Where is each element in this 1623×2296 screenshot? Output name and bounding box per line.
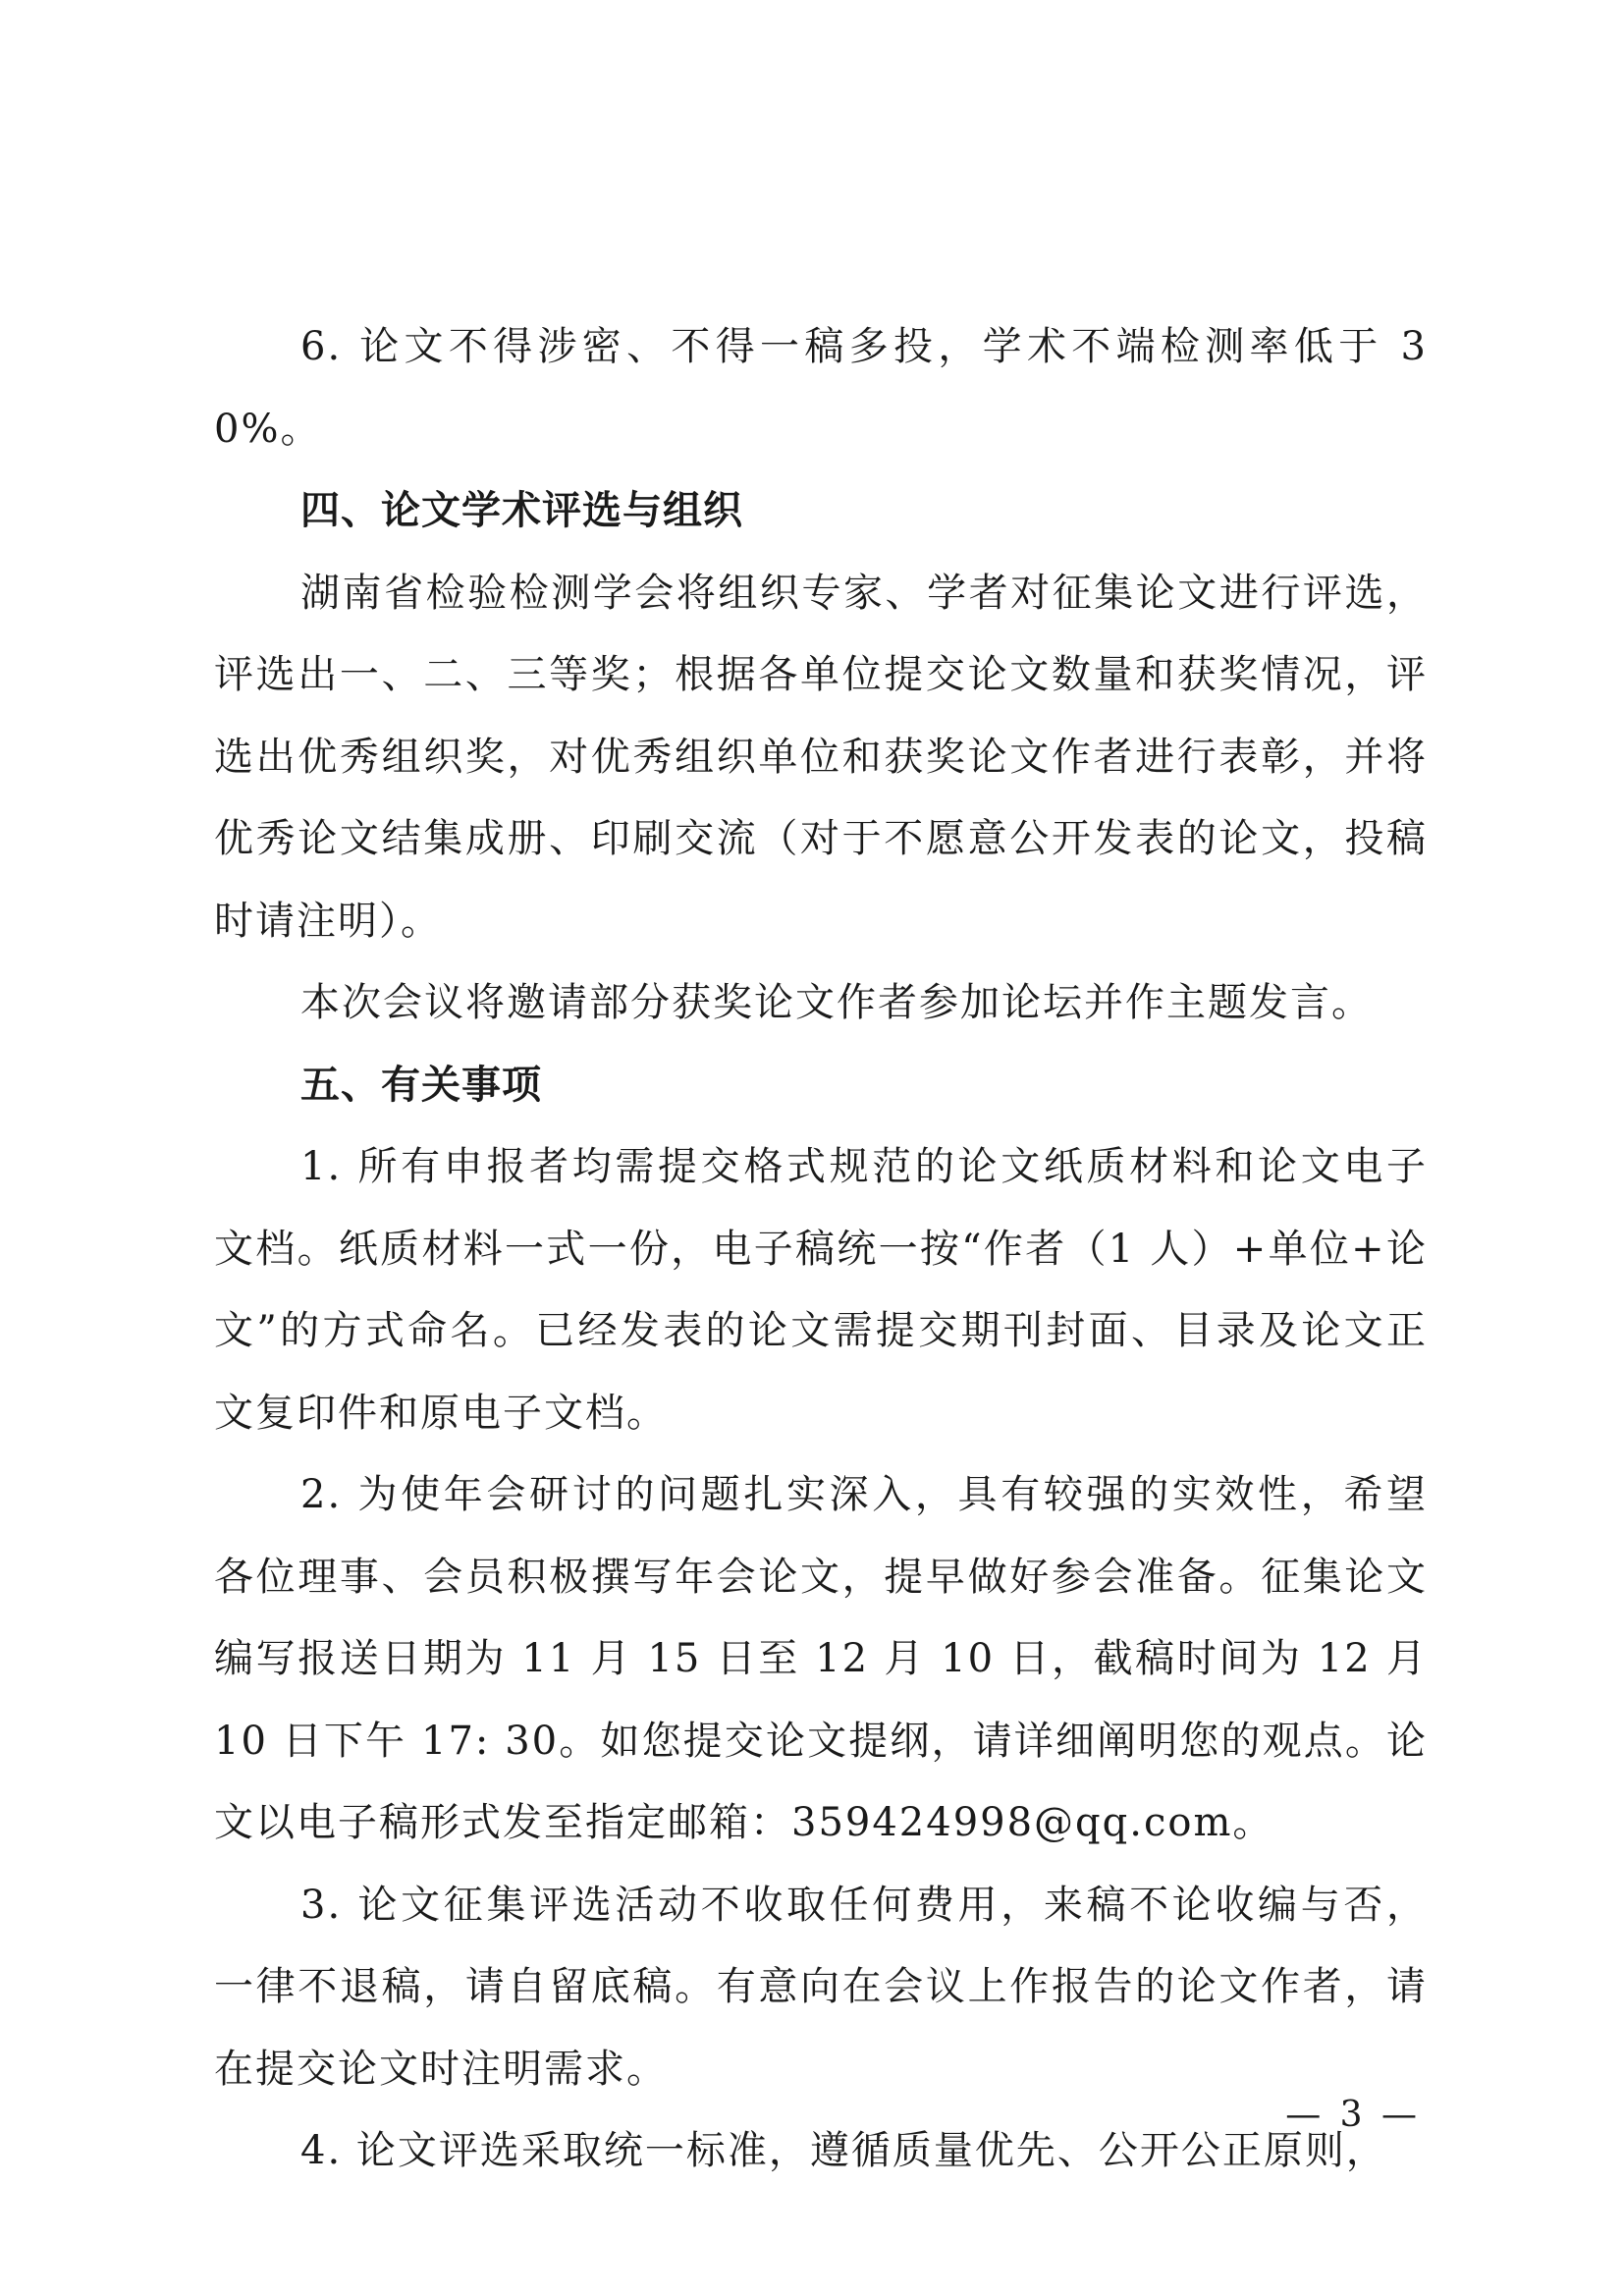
paragraph-item-2: 2. 为使年会研讨的问题扎实深入，具有较强的实效性，希望各位理事、会员积极撰写年会论文，提早做好参会准备。征集论文编写报送日期为 11 月 15 日至 12 月 10 日，截稿时间为 12 月 10 日下午 17: 30。如您提交论文提纲，请详细阐明您的观点。论文以电子稿形式发至指定邮箱：359424998@qq.com。	[214, 1472, 1428, 1845]
paragraph-evaluation: 湖南省检验检测学会将组织专家、学者对征集论文进行评选，评选出一、二、三等奖；根据各单位提交论文数量和获奖情况，评选出优秀组织奖，对优秀组织单位和获奖论文作者进行表彰，并将优秀论文结集成册、印刷交流（对于不愿意公开发表的论文，投稿时请注明）。	[214, 570, 1428, 944]
paragraph-item-4: 4. 论文评选采取统一标准，遵循质量优先、公开公正原则，	[300, 2128, 1387, 2173]
paragraph-item-1: 1. 所有申报者均需提交格式规范的论文纸质材料和论文电子文档。纸质材料一式一份，电子稿统一按“作者（1 人）+单位+论文”的方式命名。已经发表的论文需提交期刊封面、目录及论文正文复印件和原电子文档。	[214, 1144, 1428, 1436]
section-heading-5: 五、有关事项	[300, 1062, 542, 1108]
document-body	[214, 306, 1428, 2193]
paragraph-item-6: 6. 论文不得涉密、不得一稿多投，学术不端检测率低于 30%。	[214, 324, 1428, 452]
page-number: — 3 —	[1285, 2095, 1421, 2135]
paragraph-keynote: 本次会议将邀请部分获奖论文作者参加论坛并作主题发言。	[300, 980, 1373, 1025]
section-heading-4: 四、论文学术评选与组织	[300, 488, 743, 533]
paragraph-item-3: 3. 论文征集评选活动不收取任何费用，来稿不论收编与否，一律不退稿，请自留底稿。有意向在会议上作报告的论文作者，请在提交论文时注明需求。	[214, 1882, 1428, 2092]
